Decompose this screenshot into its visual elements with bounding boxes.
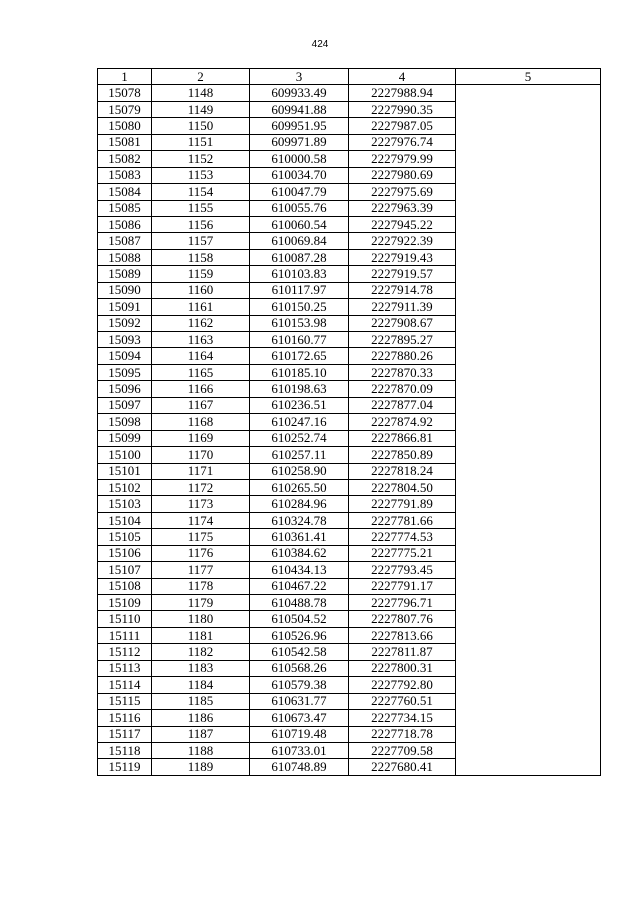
- table-cell-col-4: 2227919.57: [349, 266, 456, 282]
- table-cell-col-2: 1164: [152, 348, 250, 364]
- table-cell-col-3: 610198.63: [250, 381, 349, 397]
- table-cell-col-1: 15094: [98, 348, 152, 364]
- table-cell-col-2: 1176: [152, 545, 250, 561]
- table-cell-col-5: [456, 315, 601, 331]
- table-cell-col-1: 15097: [98, 397, 152, 413]
- table-cell-col-2: 1149: [152, 101, 250, 117]
- table-cell-col-4: 2227979.99: [349, 151, 456, 167]
- table-row: [98, 118, 601, 134]
- table-row: [98, 151, 601, 167]
- table-cell-col-4: 2227911.39: [349, 299, 456, 315]
- table-cell-col-3: 610631.77: [250, 693, 349, 709]
- table-cell-col-5: [456, 529, 601, 545]
- table-cell-col-1: 15100: [98, 447, 152, 463]
- table-cell-col-5: [456, 562, 601, 578]
- table-cell-col-1: 15090: [98, 282, 152, 298]
- table-cell-col-1: 15118: [98, 742, 152, 758]
- table-cell-col-1: 15091: [98, 299, 152, 315]
- table-cell-col-1: 15096: [98, 381, 152, 397]
- table-cell-col-5: [456, 447, 601, 463]
- table-cell-col-1: 15098: [98, 414, 152, 430]
- table-cell-col-4: 2227870.33: [349, 364, 456, 380]
- table-cell-col-4: 2227813.66: [349, 627, 456, 643]
- table-row: [98, 134, 601, 150]
- table-cell-col-5: [456, 496, 601, 512]
- table-cell-col-3: 610733.01: [250, 742, 349, 758]
- table-row: [98, 414, 601, 430]
- table-cell-col-2: 1160: [152, 282, 250, 298]
- table-cell-col-4: 2227975.69: [349, 184, 456, 200]
- table-row: [98, 266, 601, 282]
- table-cell-col-1: 15106: [98, 545, 152, 561]
- table-cell-col-5: [456, 134, 601, 150]
- table-cell-col-4: 2227791.89: [349, 496, 456, 512]
- table-row: [98, 233, 601, 249]
- table-cell-col-1: 15112: [98, 644, 152, 660]
- table-cell-col-1: 15085: [98, 200, 152, 216]
- table-cell-col-3: 610361.41: [250, 529, 349, 545]
- table-cell-col-3: 610719.48: [250, 726, 349, 742]
- table-cell-col-2: 1161: [152, 299, 250, 315]
- table-cell-col-1: 15087: [98, 233, 152, 249]
- table-cell-col-4: 2227680.41: [349, 759, 456, 775]
- table-cell-col-5: [456, 693, 601, 709]
- table-cell-col-3: 610103.83: [250, 266, 349, 282]
- table-cell-col-1: 15102: [98, 479, 152, 495]
- table-cell-col-2: 1159: [152, 266, 250, 282]
- table-cell-col-3: 610488.78: [250, 595, 349, 611]
- header-col-5: 5: [456, 69, 601, 85]
- table-cell-col-3: 610467.22: [250, 578, 349, 594]
- table-cell-col-5: [456, 381, 601, 397]
- table-cell-col-2: 1187: [152, 726, 250, 742]
- table-cell-col-2: 1182: [152, 644, 250, 660]
- table-cell-col-1: 15083: [98, 167, 152, 183]
- table-cell-col-3: 609941.88: [250, 101, 349, 117]
- table-cell-col-3: 610568.26: [250, 660, 349, 676]
- table-cell-col-4: 2227796.71: [349, 595, 456, 611]
- table-cell-col-1: 15104: [98, 512, 152, 528]
- table-cell-col-5: [456, 414, 601, 430]
- table-cell-col-4: 2227850.89: [349, 447, 456, 463]
- table-cell-col-4: 2227775.21: [349, 545, 456, 561]
- table-cell-col-2: 1154: [152, 184, 250, 200]
- table-cell-col-3: 610034.70: [250, 167, 349, 183]
- page-number: 424: [311, 39, 329, 50]
- table-cell-col-1: 15093: [98, 332, 152, 348]
- table-cell-col-4: 2227945.22: [349, 216, 456, 232]
- table-cell-col-4: 2227781.66: [349, 512, 456, 528]
- header-col-4: 4: [349, 69, 456, 85]
- table-cell-col-5: [456, 595, 601, 611]
- table-cell-col-2: 1152: [152, 151, 250, 167]
- table-row: [98, 447, 601, 463]
- table-cell-col-2: 1174: [152, 512, 250, 528]
- table-cell-col-5: [456, 463, 601, 479]
- table-cell-col-4: 2227877.04: [349, 397, 456, 413]
- table-cell-col-5: [456, 184, 601, 200]
- table-cell-col-3: 610579.38: [250, 677, 349, 693]
- table-cell-col-2: 1177: [152, 562, 250, 578]
- table-cell-col-4: 2227818.24: [349, 463, 456, 479]
- table-cell-col-5: [456, 200, 601, 216]
- table-cell-col-3: 610526.96: [250, 627, 349, 643]
- table-cell-col-2: 1179: [152, 595, 250, 611]
- table-cell-col-5: [456, 545, 601, 561]
- table-row: [98, 677, 601, 693]
- table-cell-col-3: 610150.25: [250, 299, 349, 315]
- table-cell-col-5: [456, 479, 601, 495]
- table-cell-col-3: 610153.98: [250, 315, 349, 331]
- table-header-row: [98, 69, 601, 85]
- table-cell-col-3: 610265.50: [250, 479, 349, 495]
- table-cell-col-5: [456, 397, 601, 413]
- table-row: [98, 463, 601, 479]
- table-cell-col-1: 15109: [98, 595, 152, 611]
- table-cell-col-2: 1186: [152, 710, 250, 726]
- table-row: [98, 545, 601, 561]
- table-cell-col-5: [456, 627, 601, 643]
- table-cell-col-5: [456, 660, 601, 676]
- table-cell-col-1: 15092: [98, 315, 152, 331]
- table-cell-col-1: 15095: [98, 364, 152, 380]
- table-row: [98, 479, 601, 495]
- table-row: [98, 627, 601, 643]
- table-cell-col-5: [456, 710, 601, 726]
- table-cell-col-4: 2227919.43: [349, 249, 456, 265]
- table-row: [98, 299, 601, 315]
- table-cell-col-1: 15105: [98, 529, 152, 545]
- table-cell-col-2: 1175: [152, 529, 250, 545]
- table-cell-col-3: 610160.77: [250, 332, 349, 348]
- table-cell-col-4: 2227792.80: [349, 677, 456, 693]
- table-cell-col-5: [456, 348, 601, 364]
- table-cell-col-1: 15114: [98, 677, 152, 693]
- table-cell-col-3: 610117.97: [250, 282, 349, 298]
- table-row: [98, 348, 601, 364]
- table-row: [98, 512, 601, 528]
- table-cell-col-1: 15107: [98, 562, 152, 578]
- table-cell-col-1: 15117: [98, 726, 152, 742]
- table-cell-col-1: 15110: [98, 611, 152, 627]
- table-cell-col-1: 15081: [98, 134, 152, 150]
- table-row: [98, 430, 601, 446]
- table-row: [98, 101, 601, 117]
- table-cell-col-1: 15086: [98, 216, 152, 232]
- table-cell-col-4: 2227804.50: [349, 479, 456, 495]
- table-cell-col-3: 610247.16: [250, 414, 349, 430]
- table-cell-col-5: [456, 742, 601, 758]
- table-row: [98, 562, 601, 578]
- table-cell-col-1: 15116: [98, 710, 152, 726]
- table-cell-col-1: 15111: [98, 627, 152, 643]
- table-cell-col-2: 1180: [152, 611, 250, 627]
- table-cell-col-4: 2227866.81: [349, 430, 456, 446]
- table-cell-col-3: 609971.89: [250, 134, 349, 150]
- table-cell-col-2: 1181: [152, 627, 250, 643]
- header-col-2: 2: [152, 69, 250, 85]
- table-row: [98, 282, 601, 298]
- table-cell-col-2: 1156: [152, 216, 250, 232]
- table-row: [98, 200, 601, 216]
- table-row: [98, 759, 601, 775]
- table-body: [98, 85, 601, 775]
- table-cell-col-4: 2227734.15: [349, 710, 456, 726]
- table-cell-col-4: 2227793.45: [349, 562, 456, 578]
- table-cell-col-4: 2227963.39: [349, 200, 456, 216]
- table-cell-col-5: [456, 677, 601, 693]
- table-row: [98, 315, 601, 331]
- table-cell-col-3: 610257.11: [250, 447, 349, 463]
- table-cell-col-2: 1151: [152, 134, 250, 150]
- table-cell-col-3: 610504.52: [250, 611, 349, 627]
- table-cell-col-5: [456, 249, 601, 265]
- table-cell-col-3: 610673.47: [250, 710, 349, 726]
- table-cell-col-1: 15080: [98, 118, 152, 134]
- table-cell-col-3: 610236.51: [250, 397, 349, 413]
- table-cell-col-3: 610252.74: [250, 430, 349, 446]
- table-cell-col-3: 610060.54: [250, 216, 349, 232]
- table-cell-col-2: 1178: [152, 578, 250, 594]
- table-row: [98, 167, 601, 183]
- table-cell-col-5: [456, 216, 601, 232]
- table-cell-col-4: 2227914.78: [349, 282, 456, 298]
- table-cell-col-3: 610069.84: [250, 233, 349, 249]
- table-cell-col-5: [456, 726, 601, 742]
- table-row: [98, 249, 601, 265]
- table-cell-col-2: 1172: [152, 479, 250, 495]
- table-cell-col-1: 15113: [98, 660, 152, 676]
- table-cell-col-3: 610185.10: [250, 364, 349, 380]
- table-cell-col-3: 610542.58: [250, 644, 349, 660]
- table-cell-col-3: 610748.89: [250, 759, 349, 775]
- table-cell-col-2: 1150: [152, 118, 250, 134]
- table-cell-col-5: [456, 644, 601, 660]
- table-row: [98, 693, 601, 709]
- table-cell-col-2: 1184: [152, 677, 250, 693]
- table-cell-col-5: [456, 118, 601, 134]
- table-cell-col-5: [456, 266, 601, 282]
- table-cell-col-2: 1162: [152, 315, 250, 331]
- table-cell-col-2: 1171: [152, 463, 250, 479]
- table-cell-col-1: 15084: [98, 184, 152, 200]
- table-row: [98, 595, 601, 611]
- table-cell-col-3: 609951.95: [250, 118, 349, 134]
- header-col-3: 3: [250, 69, 349, 85]
- table-cell-col-2: 1173: [152, 496, 250, 512]
- table-cell-col-4: 2227908.67: [349, 315, 456, 331]
- table-row: [98, 364, 601, 380]
- table-cell-col-2: 1170: [152, 447, 250, 463]
- table-cell-col-4: 2227760.51: [349, 693, 456, 709]
- table-cell-col-4: 2227976.74: [349, 134, 456, 150]
- table-row: [98, 496, 601, 512]
- table-cell-col-2: 1169: [152, 430, 250, 446]
- table-row: [98, 332, 601, 348]
- table-cell-col-3: 610434.13: [250, 562, 349, 578]
- table-cell-col-2: 1153: [152, 167, 250, 183]
- table-cell-col-5: [456, 611, 601, 627]
- table-cell-col-3: 610047.79: [250, 184, 349, 200]
- table-cell-col-4: 2227709.58: [349, 742, 456, 758]
- table-cell-col-3: 610000.58: [250, 151, 349, 167]
- table-row: [98, 381, 601, 397]
- table-cell-col-5: [456, 233, 601, 249]
- table-cell-col-1: 15079: [98, 101, 152, 117]
- table-cell-col-5: [456, 282, 601, 298]
- table-cell-col-3: 610087.28: [250, 249, 349, 265]
- table-cell-col-2: 1167: [152, 397, 250, 413]
- table-cell-col-4: 2227718.78: [349, 726, 456, 742]
- table-cell-col-3: 610384.62: [250, 545, 349, 561]
- table-cell-col-5: [456, 299, 601, 315]
- table-cell-col-2: 1157: [152, 233, 250, 249]
- table-cell-col-1: 15108: [98, 578, 152, 594]
- table-cell-col-1: 15082: [98, 151, 152, 167]
- table-cell-col-4: 2227807.76: [349, 611, 456, 627]
- table-cell-col-4: 2227874.92: [349, 414, 456, 430]
- table-cell-col-4: 2227774.53: [349, 529, 456, 545]
- table-cell-col-5: [456, 151, 601, 167]
- table-cell-col-2: 1183: [152, 660, 250, 676]
- table-cell-col-4: 2227895.27: [349, 332, 456, 348]
- header-col-1: 1: [98, 69, 152, 85]
- table-cell-col-1: 15115: [98, 693, 152, 709]
- table-cell-col-2: 1168: [152, 414, 250, 430]
- table-row: [98, 710, 601, 726]
- table-cell-col-2: 1188: [152, 742, 250, 758]
- table-cell-col-1: 15089: [98, 266, 152, 282]
- table-row: [98, 742, 601, 758]
- table-cell-col-3: 609933.49: [250, 85, 349, 101]
- table-cell-col-4: 2227922.39: [349, 233, 456, 249]
- table-row: [98, 184, 601, 200]
- table-cell-col-4: 2227988.94: [349, 85, 456, 101]
- table-row: [98, 216, 601, 232]
- table-cell-col-4: 2227980.69: [349, 167, 456, 183]
- table-row: [98, 578, 601, 594]
- table-row: [98, 85, 601, 101]
- table-cell-col-1: 15078: [98, 85, 152, 101]
- table-cell-col-1: 15119: [98, 759, 152, 775]
- table-row: [98, 397, 601, 413]
- table-cell-col-3: 610172.65: [250, 348, 349, 364]
- table-cell-col-1: 15103: [98, 496, 152, 512]
- table-row: [98, 611, 601, 627]
- table-cell-col-4: 2227811.87: [349, 644, 456, 660]
- table-cell-col-2: 1166: [152, 381, 250, 397]
- table-cell-col-3: 610258.90: [250, 463, 349, 479]
- table-cell-col-2: 1163: [152, 332, 250, 348]
- table-row: [98, 529, 601, 545]
- table-cell-col-5: [456, 578, 601, 594]
- table-cell-col-1: 15088: [98, 249, 152, 265]
- table-cell-col-2: 1189: [152, 759, 250, 775]
- table-cell-col-4: 2227870.09: [349, 381, 456, 397]
- table-cell-col-5: [456, 332, 601, 348]
- table-cell-col-4: 2227987.05: [349, 118, 456, 134]
- table-cell-col-3: 610324.78: [250, 512, 349, 528]
- table-cell-col-5: [456, 364, 601, 380]
- table-cell-col-2: 1185: [152, 693, 250, 709]
- coordinates-table: [97, 68, 601, 776]
- table-cell-col-4: 2227990.35: [349, 101, 456, 117]
- table-cell-col-5: [456, 759, 601, 775]
- table-cell-col-3: 610284.96: [250, 496, 349, 512]
- table-cell-col-2: 1165: [152, 364, 250, 380]
- table-cell-col-2: 1155: [152, 200, 250, 216]
- table-cell-col-4: 2227880.26: [349, 348, 456, 364]
- table-cell-col-5: [456, 512, 601, 528]
- table-cell-col-5: [456, 167, 601, 183]
- table-cell-col-3: 610055.76: [250, 200, 349, 216]
- table-cell-col-2: 1158: [152, 249, 250, 265]
- table-cell-col-4: 2227800.31: [349, 660, 456, 676]
- table-cell-col-1: 15101: [98, 463, 152, 479]
- table-cell-col-1: 15099: [98, 430, 152, 446]
- table-cell-col-4: 2227791.17: [349, 578, 456, 594]
- table-cell-col-5: [456, 101, 601, 117]
- table-row: [98, 644, 601, 660]
- table-cell-col-5: [456, 85, 601, 101]
- table-cell-col-5: [456, 430, 601, 446]
- table-row: [98, 660, 601, 676]
- table-cell-col-2: 1148: [152, 85, 250, 101]
- table-row: [98, 726, 601, 742]
